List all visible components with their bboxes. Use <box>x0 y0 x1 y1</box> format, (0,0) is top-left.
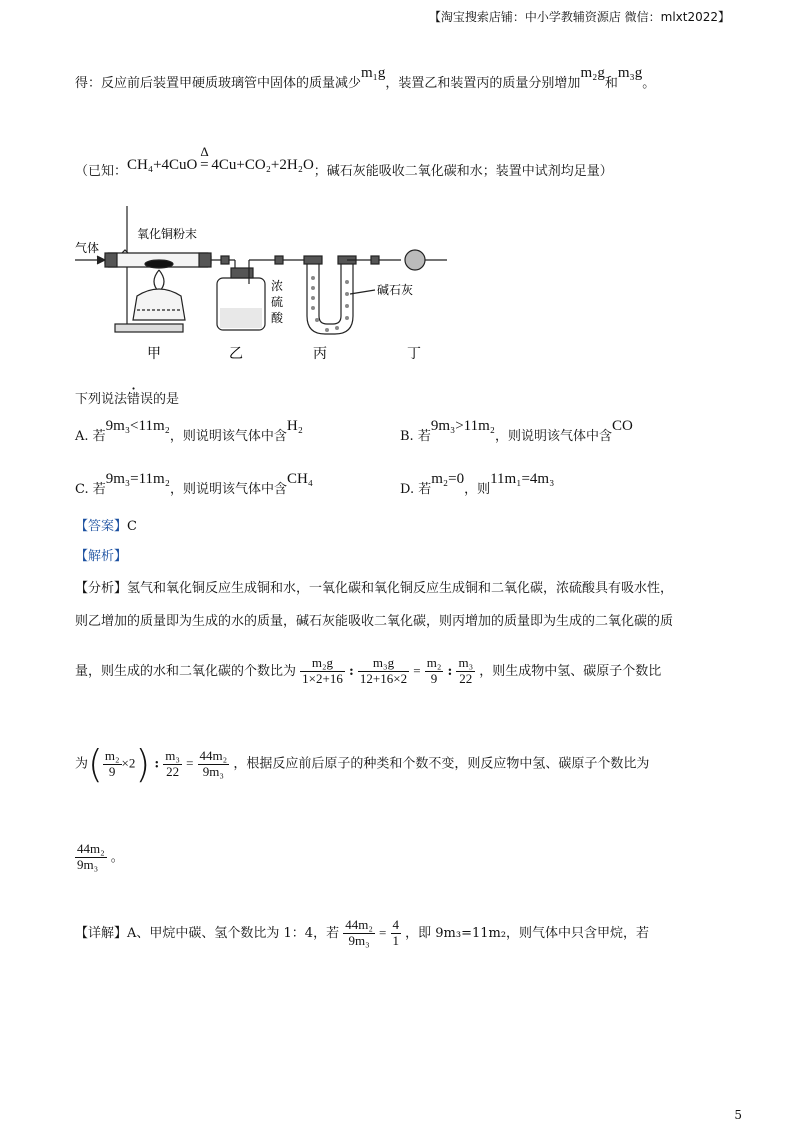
frac-m3-22-num: m₃ <box>458 655 474 670</box>
detail-equals: = <box>379 924 387 940</box>
intro-end: 。 <box>642 76 656 91</box>
page-header: 【淘宝搜索店铺：中小学教辅资源店 微信：mlxt2022】 <box>428 10 730 24</box>
option-d-letter: D. 若 <box>400 482 432 497</box>
option-a-cond: 9m₃<11m₂ <box>105 418 170 434</box>
reaction-arrow: Δ = <box>200 144 209 173</box>
frac-detail-2-num: 4 <box>392 917 399 932</box>
frac-detail-1 <box>343 918 375 949</box>
cuo-powder <box>145 260 173 268</box>
known-line <box>75 144 613 180</box>
label-acid-3: 酸 <box>271 311 284 325</box>
times-two: ×2 <box>121 755 136 771</box>
answer-value: C <box>127 519 137 534</box>
u-stopper-left <box>304 256 322 264</box>
intro-he: 和 <box>604 76 618 91</box>
frac-water <box>300 656 345 687</box>
detail-pre: 【详解】A、甲烷中碳、氢个数比为 1：4，若 <box>75 925 340 941</box>
frac-water-num: m₂g <box>300 656 345 672</box>
frac-co2-den: 12+16×2 <box>359 670 408 686</box>
question-post: 的是 <box>153 392 180 407</box>
option-b-val: CO <box>612 418 633 434</box>
analysis-line-1: 【分析】氢气和氧化铜反应生成铜和水，一氧化碳和氧化铜反应生成铜和二氧化碳，浓硫酸具有吸水性， <box>75 581 674 596</box>
rubber-joint-3 <box>371 256 379 264</box>
colon-2: : <box>447 663 453 679</box>
analysis-line-4 <box>75 742 649 786</box>
frac-ratio-final <box>75 842 107 873</box>
intro-text-a: 得：反应前后装置甲硬质玻璃管中固体的质量减少 <box>75 76 362 91</box>
paren-open: ( <box>88 742 103 786</box>
frac-ratio-den: 9m₃ <box>202 763 224 779</box>
analysis-line-4-pre: 为 <box>75 756 89 772</box>
question-pre: 下列说法 <box>75 392 128 407</box>
label-bing: 丙 <box>313 346 327 362</box>
option-d-mid: ，则 <box>464 482 491 497</box>
option-b-letter: B. 若 <box>400 429 431 444</box>
analysis-line-5 <box>75 842 124 873</box>
analysis-line-3-pre: 量，则生成的水和二氧化碳的个数比为 <box>75 663 297 679</box>
m1g: m₁g <box>361 65 386 81</box>
frac-detail-1-num: 44m₂ <box>345 917 373 932</box>
option-d-val: 11m₁=4m₃ <box>490 471 555 487</box>
option-a <box>75 418 303 445</box>
label-acid-2: 硫 <box>271 295 284 309</box>
reaction-products: 4Cu+CO₂+2H₂O <box>211 157 314 173</box>
frac-ratio <box>198 749 230 780</box>
equals-1: = <box>413 662 421 678</box>
intro-line <box>75 65 656 92</box>
u-tube-inner <box>319 260 341 324</box>
question-emph: 错误 <box>127 392 154 407</box>
frac-paren-num: m₂ <box>104 747 120 763</box>
analysis-line-2: 则乙增加的质量即为生成的水的质量，碱石灰能吸收二氧化碳，则丙增加的质量即为生成的二氧化碳的质 <box>75 614 674 629</box>
frac-m3-22 <box>456 656 475 687</box>
option-d <box>400 471 555 498</box>
alcohol-lamp <box>133 289 185 320</box>
analysis-label: 【解析】 <box>75 549 128 564</box>
colon-3: : <box>154 756 160 772</box>
option-d-cond: m₂=0 <box>431 471 465 487</box>
question-stem <box>75 388 179 407</box>
acid-liquid <box>220 308 262 328</box>
frac-detail-2-den: 1 <box>392 932 399 948</box>
frac-m2-9-den: 9 <box>430 670 438 686</box>
heat-symbol: Δ <box>200 144 209 159</box>
frac-m3-22-den: 22 <box>459 670 473 686</box>
option-a-val: H₂ <box>286 418 303 434</box>
option-a-mid: ，则说明该气体中含 <box>169 429 287 444</box>
option-b <box>400 418 633 445</box>
frac-ratio-final-num: 44m₂ <box>77 841 105 856</box>
option-a-letter: A. 若 <box>75 429 106 444</box>
frac-co2-num: m₃g <box>358 656 409 672</box>
frac-m3-22-b-num: m₃ <box>165 747 180 763</box>
lime-pointer <box>350 290 375 294</box>
stopper-right <box>199 253 211 267</box>
apparatus-diagram <box>75 198 455 368</box>
frac-co2 <box>358 656 409 687</box>
known-open: （已知： <box>75 164 128 179</box>
gas-arrow <box>97 256 105 264</box>
detail-post: ，即 9m₃=11m₂，则气体中只含甲烷，若 <box>405 925 650 941</box>
frac-ratio-final-den: 9m₃ <box>77 856 99 872</box>
option-c-val: CH₄ <box>286 471 314 487</box>
option-c <box>75 471 314 498</box>
paren-close: ) <box>135 742 151 786</box>
bottle-stopper <box>231 268 253 278</box>
frac-m2-9 <box>425 656 444 687</box>
option-b-mid: ，则说明该气体中含 <box>495 429 613 444</box>
rubber-joint-2 <box>275 256 283 264</box>
label-yi: 乙 <box>229 346 243 362</box>
frac-detail-1-den: 9m₃ <box>348 932 370 948</box>
frac-m3-22-b-den: 22 <box>166 763 180 779</box>
frac-m2-9-num: m₂ <box>426 655 442 670</box>
stopper-left <box>105 253 117 267</box>
frac-paren-den: 9 <box>108 763 116 779</box>
option-c-cond: 9m₃=11m₂ <box>105 471 170 487</box>
m2g: m₂g <box>580 65 605 81</box>
analysis-line-5-post: 。 <box>110 849 124 865</box>
label-lime: 碱石灰 <box>377 283 414 297</box>
frac-ratio-num: 44m₂ <box>199 747 228 763</box>
option-b-cond: 9m₃>11m₂ <box>430 418 496 434</box>
analysis-line-4-post: ，根据反应前后原子的种类和个数不变，则反应物中氢、碳原子个数比为 <box>233 756 650 772</box>
label-acid-1: 浓 <box>271 279 284 293</box>
rubber-joint-1 <box>221 256 229 264</box>
frac-detail-2 <box>391 918 402 949</box>
label-ding: 丁 <box>407 346 421 362</box>
frac-m3-22-b <box>163 749 182 780</box>
label-cuo: 氧化铜粉末 <box>137 227 198 241</box>
known-close: ；碱石灰能吸收二氧化碳和水；装置中试剂均足量） <box>313 164 613 179</box>
intro-text-b: ，装置乙和装置丙的质量分别增加 <box>385 76 581 91</box>
page-number: 5 <box>734 1108 742 1122</box>
analysis-line-3 <box>75 656 661 687</box>
option-c-mid: ，则说明该气体中含 <box>169 482 287 497</box>
answer-line <box>75 515 137 534</box>
option-c-letter: C. 若 <box>75 482 106 497</box>
answer-label: 【答案】 <box>75 519 128 534</box>
equals-2: = <box>186 755 194 771</box>
stand-base <box>115 324 183 332</box>
drying-bulb <box>405 250 425 270</box>
analysis-line-3-post: ，则生成物中氢、碳原子个数比 <box>479 663 662 679</box>
frac-paren <box>103 749 122 780</box>
colon-1: : <box>348 663 354 679</box>
m3g: m₃g <box>617 65 643 81</box>
detail-line <box>75 918 649 949</box>
label-gas: 气体 <box>75 241 100 255</box>
frac-water-den: 1×2+16 <box>302 670 343 686</box>
reaction-reactants: CH₄+4CuO <box>127 157 198 173</box>
label-jia: 甲 <box>147 346 161 362</box>
